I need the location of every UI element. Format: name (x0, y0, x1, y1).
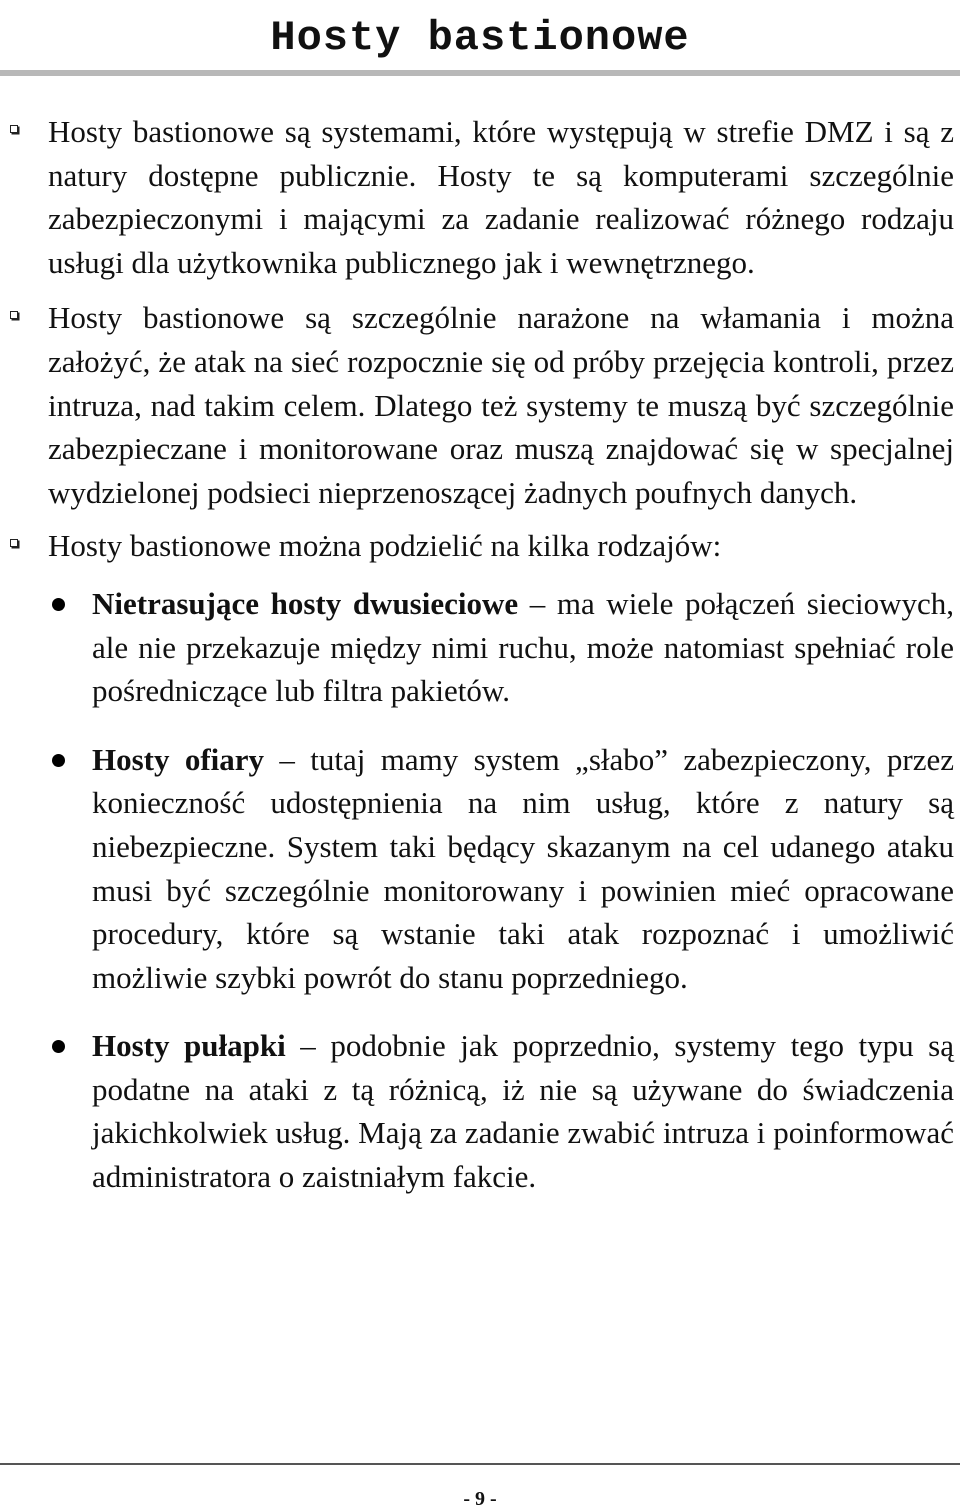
host-type-description: – tutaj mamy system „słabo” zabezpieczony, przez konieczność udostępnienia na nim usług, które z natury są niebezpieczne. System taki będący skazanym na cel udanego ataku musi być szczególnie monitorowany i powinien mieć opracowane procedury, które są wstanie taki atak rozpoznać i umożliwić możliwie szybki powrót do stanu poprzedniego. (92, 741, 954, 995)
host-type-term: Hosty ofiary (92, 741, 265, 777)
list-item (0, 110, 960, 284)
footer-divider (0, 1463, 960, 1465)
list-item (0, 524, 960, 568)
page-number: - 9 - (463, 1488, 497, 1510)
round-bullet-icon (52, 754, 65, 767)
host-type-term: Hosty pułapki (92, 1028, 286, 1064)
square-bullet-icon (10, 311, 18, 319)
square-bullet-icon (10, 125, 18, 133)
square-bullet-icon (10, 539, 18, 547)
list-item-text: Hosty bastionowe są systemami, które występują w strefie DMZ i są z natury dostępne publicznie. Hosty te są komputerami szczególnie zabezpieczonymi i mającymi za zadanie realizować różnego rodzaju usługi dla użytkownika publicznego jak i wewnętrznego. (48, 114, 954, 280)
list-item (0, 296, 960, 514)
list-item-text: Hosty bastionowe można podzielić na kilka rodzajów: (48, 528, 722, 564)
host-type-description: – podobnie jak poprzednio, systemy tego typu są podatne na ataki z tą różnicą, iż nie są używane do świadczenia jakichkolwiek usług. Mają za zadanie zwabić intruza i poinformować administratora o zaistniałym fakcie. (92, 1028, 954, 1195)
host-type-description: – ma wiele połączeń sieciowych, ale nie przekazuje między nimi ruchu, może natomiast spełniać role pośredniczące lub filtra pakietów. (92, 585, 954, 709)
host-type-item (0, 738, 960, 1000)
round-bullet-icon (52, 598, 65, 611)
page-content (0, 110, 960, 1199)
host-type-term: Nietrasujące hosty dwusieciowe (92, 585, 519, 621)
title-underline (0, 70, 960, 76)
host-type-item (0, 582, 960, 713)
round-bullet-icon (52, 1040, 65, 1053)
page-title: Hosty bastionowe (270, 14, 690, 62)
host-type-item (0, 1024, 960, 1198)
list-item-text: Hosty bastionowe są szczególnie narażone na włamania i można założyć, że atak na sieć rozpocznie się od próby przejęcia kontroli, przez intruza, nad takim celem. Dlatego też systemy te muszą być szczególnie zabezpieczane i monitorowane oraz muszą znajdować się w specjalnej wydzielonej podsieci nieprzenoszącej żadnych poufnych danych. (48, 300, 954, 510)
